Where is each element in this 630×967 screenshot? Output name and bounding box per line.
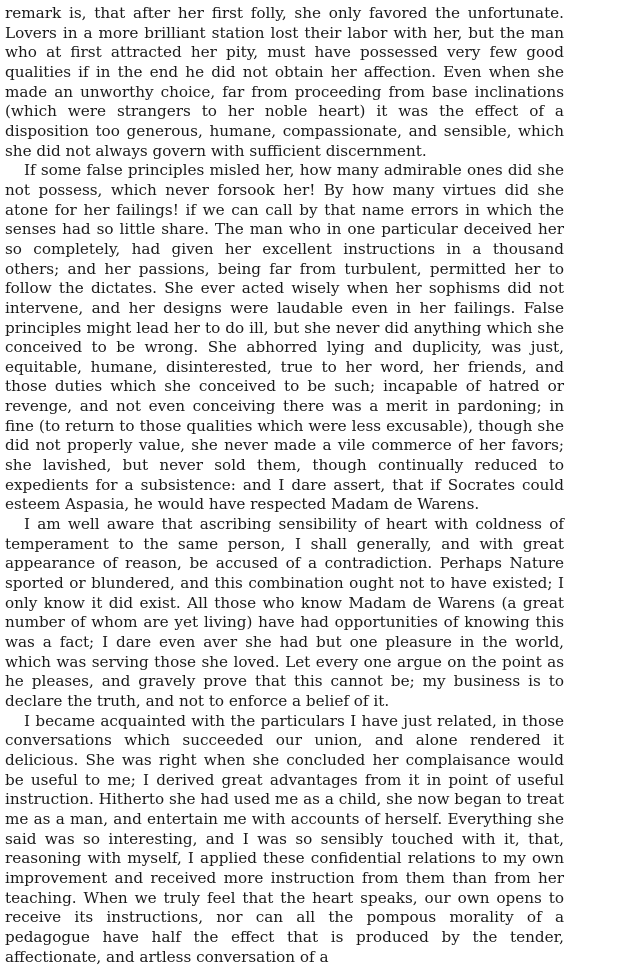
paragraph-continuation: remark is, that after her first folly, she only favored the unfortunate. Lovers in a more brilliant station lost their labor with her, but the man who at first attracted her pity, must have possessed very few good qualities if in the end he did not obtain her affection. Even when she made an unworthy choice, far from proceeding from base inclinations (which were strangers to her noble heart) it was the effect of a disposition too generous, humane, compassionate, and sensible, which she did not always govern with sufficient discernment. bbox=[5, 4, 564, 160]
paragraph-sensibility: I am well aware that ascribing sensibility of heart with coldness of temperament to the same person, I shall generally, and with great appearance of reason, be accused of a contradiction. Perhaps Nature sported or blundered, and this combination ought not to have existed; I only know it did exist. All those who know Madam de Warens (a great number of whom are yet living) have had opportunities of knowing this was a fact; I dare even aver she had but one pleasure in the world, which was serving those she loved. Let every one argue on the point as he pleases, and gravely prove that this cannot be; my business is to declare the truth, and not to enforce a belief of it. bbox=[5, 515, 564, 710]
paragraph-false-principles: If some false principles misled her, how many admirable ones did she not possess, which never forsook her! By how many virtues did she atone for her failings! if we can call by that name errors in which the senses had so little share. The man who in one particular deceived her so completely, had given her excellent instructions in a thousand others; and her passions, being far from turbulent, permitted her to follow the dictates. She ever acted wisely when her sophisms did not intervene, and her designs were laudable even in her failings. False principles might lead her to do ill, but she never did anything which she conceived to be wrong. She abhorred lying and duplicity, was just, equitable, humane, disinterested, true to her word, her friends, and those duties which she conceived to be such; incapable of hatred or revenge, and not even conceiving there was a merit in pardoning; in fine (to return to those qualities which were less excusable), though she did not properly value, she never made a vile commerce of her favors; she lavished, but never sold them, though continually reduced to expedients for a subsistence: and I dare assert, that if Socrates could esteem Aspasia, he would have respected Madam de Warens. bbox=[5, 161, 564, 514]
paragraph-conversations: I became acquainted with the particulars I have just related, in those conversations which succeeded our union, and alone rendered it delicious. She was right when she concluded her complaisance would be useful to me; I derived great advantages from it in point of useful instruction. Hitherto she had used me as a child, she now began to treat me as a man, and entertain me with accounts of herself. Everything she said was so interesting, and I was so sensibly touched with it, that, reasoning with myself, I applied these confidential relations to my own improvement and received more instruction from them than from her teaching. When we truly feel that the heart speaks, our own opens to receive its instructions, nor can all the pompous morality of a pedagogue have half the effect that is produced by the tender, affectionate, and artless conversation of a bbox=[5, 711, 564, 966]
